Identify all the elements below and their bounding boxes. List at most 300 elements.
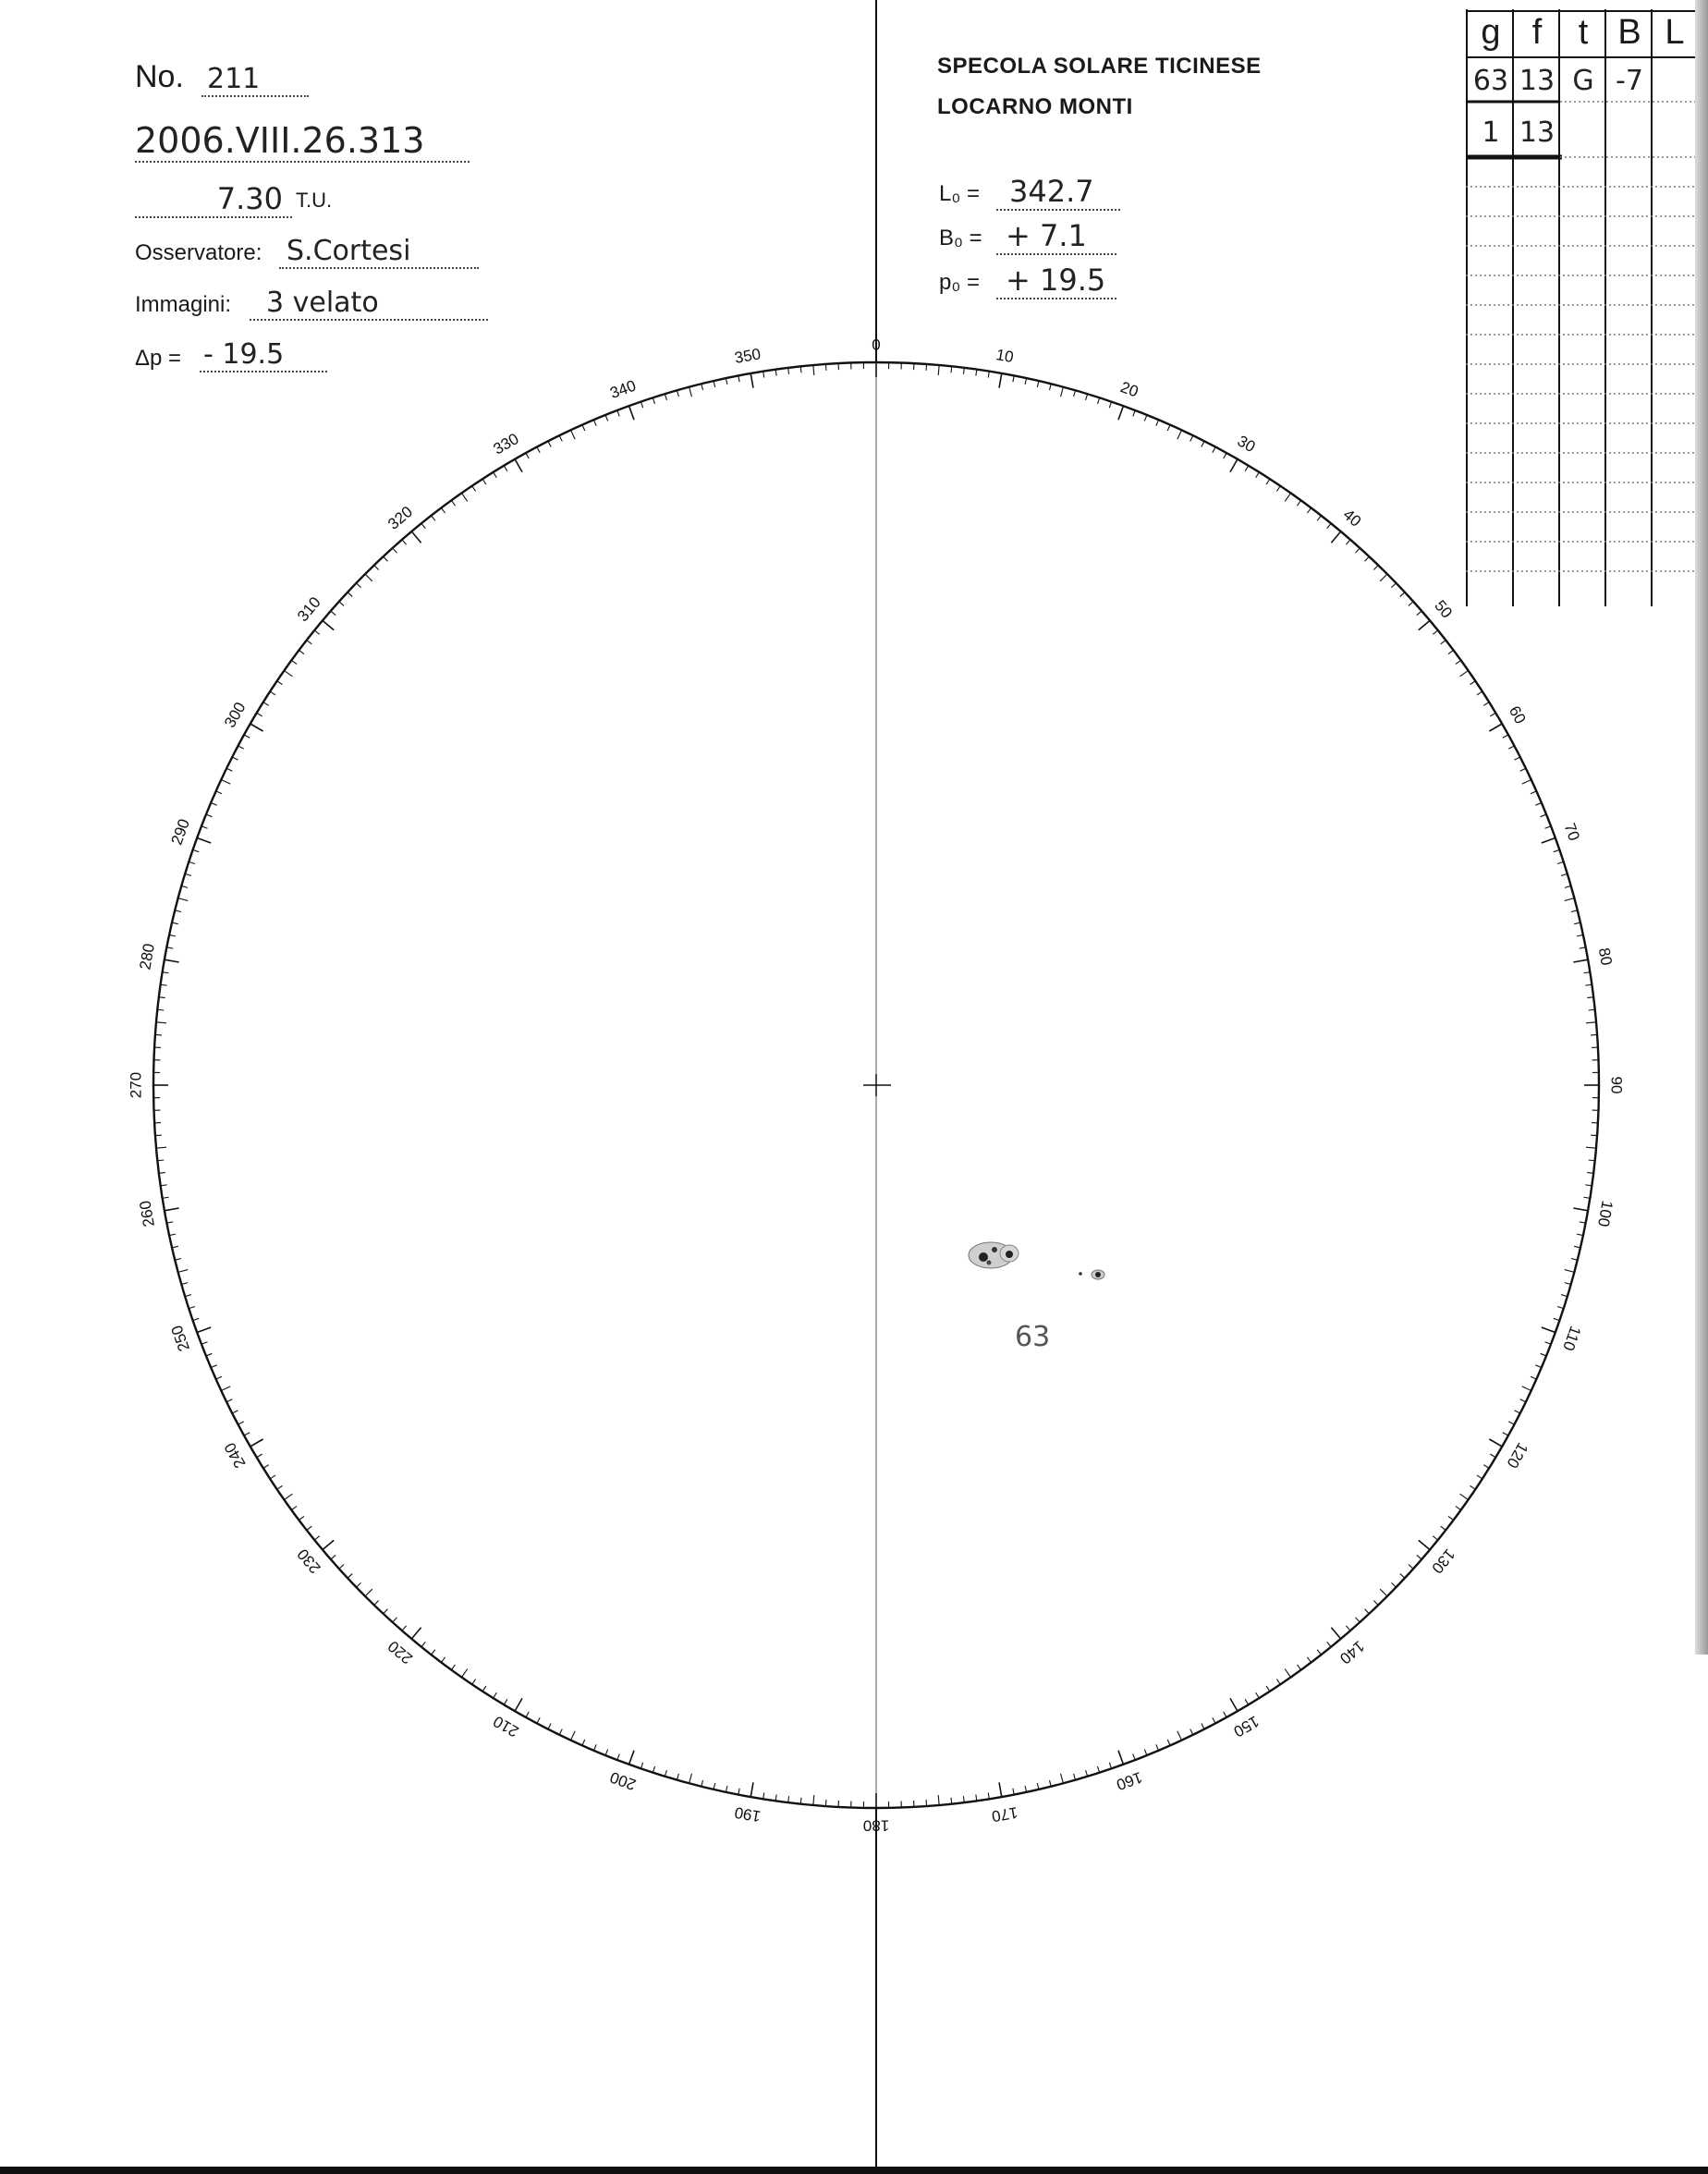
degree-tick (1118, 406, 1123, 420)
degree-tick (1167, 425, 1170, 431)
degree-tick (1545, 1342, 1552, 1345)
po-label: p₀ = (939, 270, 980, 295)
degree-label: 330 (490, 429, 522, 458)
degree-tick (263, 702, 269, 706)
degree-tick (1167, 1740, 1170, 1745)
lo-value: 342.7 (996, 174, 1120, 211)
degree-label: 240 (220, 1439, 250, 1472)
degree-tick (1013, 1789, 1014, 1795)
degree-tick (1086, 1770, 1088, 1777)
degree-tick (365, 574, 372, 581)
degree-tick (504, 1699, 507, 1704)
degree-label: 120 (1503, 1439, 1532, 1472)
degree-tick (504, 466, 507, 471)
degree-tick (1109, 1763, 1111, 1769)
degree-tick (432, 516, 435, 521)
degree-tick (1419, 620, 1430, 629)
degree-tick (1561, 1295, 1568, 1297)
scan-bottom-edge (0, 2167, 1708, 2174)
degree-tick (1331, 1628, 1340, 1639)
degree-tick (291, 1507, 297, 1510)
degree-label: 110 (1559, 1323, 1585, 1353)
sunspot-umbra (1095, 1272, 1101, 1277)
degree-tick (339, 602, 344, 606)
degree-tick (277, 681, 283, 685)
degree-tick (1586, 1022, 1596, 1023)
degree-tick (314, 630, 319, 634)
record-number-label: No. (135, 59, 184, 94)
table-cell: 63 (1472, 65, 1509, 97)
degree-tick (284, 1494, 292, 1499)
degree-tick (617, 410, 620, 417)
degree-tick (201, 826, 208, 829)
degree-tick (1156, 1744, 1159, 1750)
degree-tick (1441, 641, 1446, 644)
degree-tick (1565, 885, 1571, 887)
degree-tick (178, 1270, 189, 1273)
degree-tick (629, 1751, 634, 1765)
degree-tick (384, 556, 388, 561)
degree-tick (1577, 934, 1583, 935)
degree-tick (1433, 630, 1437, 634)
degree-tick (172, 1246, 178, 1248)
degree-label: 40 (1339, 506, 1365, 531)
degree-tick (1256, 1692, 1260, 1698)
degree-tick (211, 802, 216, 805)
degree-tick (1307, 1657, 1311, 1663)
degree-tick (441, 1657, 445, 1663)
degree-tick (402, 1626, 407, 1630)
degree-tick (356, 1582, 360, 1587)
degree-tick (515, 459, 522, 472)
degree-tick (714, 381, 715, 387)
degree-tick (1276, 486, 1280, 492)
degree-tick (1356, 548, 1360, 553)
degree-tick (1307, 507, 1311, 513)
sunspot-pore (1079, 1272, 1082, 1276)
degree-tick (1298, 500, 1301, 506)
degree-tick (156, 1022, 166, 1023)
degree-tick (1565, 1270, 1575, 1273)
degree-tick (1557, 1306, 1564, 1308)
degree-tick (593, 420, 596, 425)
degree-tick (1298, 1665, 1301, 1670)
degree-tick (1515, 1411, 1520, 1413)
degree-tick (1346, 540, 1350, 544)
degree-tick (1419, 1540, 1430, 1549)
degree-tick (1156, 420, 1159, 425)
degree-tick (1356, 1618, 1360, 1622)
bo-label: B₀ = (939, 226, 982, 250)
degree-tick (165, 1208, 179, 1211)
degree-tick (1380, 574, 1387, 581)
degree-tick (257, 713, 262, 716)
degree-tick (1589, 1009, 1595, 1010)
degree-tick (157, 1009, 164, 1010)
table-header-l: L (1665, 13, 1685, 52)
degree-tick (1456, 1507, 1461, 1510)
degree-tick (1508, 1422, 1514, 1424)
degree-tick (1522, 780, 1531, 785)
degree-label: 90 (1607, 1076, 1626, 1094)
degree-tick (938, 365, 939, 375)
degree-label: 350 (733, 345, 762, 367)
degree-tick (677, 1774, 678, 1780)
degree-tick (582, 425, 585, 431)
degree-tick (451, 500, 455, 506)
degree-tick (1074, 390, 1076, 397)
degree-tick (226, 768, 232, 771)
degree-tick (1224, 1712, 1226, 1717)
degree-tick (348, 592, 352, 597)
degree-tick (593, 1744, 596, 1750)
degree-tick (257, 1454, 262, 1458)
degree-tick (299, 650, 304, 653)
degree-tick (1317, 1650, 1321, 1655)
degree-tick (1285, 1669, 1290, 1678)
degree-tick (1346, 1626, 1350, 1630)
degree-tick (1542, 838, 1556, 843)
images-label: Immagini: (135, 292, 232, 317)
degree-tick (411, 1628, 421, 1639)
delta-p-value: - 19.5 (200, 338, 327, 373)
images-value: 3 velato (250, 287, 488, 321)
degree-tick (1417, 611, 1421, 616)
degree-tick (1565, 1283, 1571, 1285)
degree-tick (244, 735, 250, 738)
table-header-b: B (1617, 13, 1641, 52)
degree-tick (1520, 1399, 1526, 1402)
degree-tick (339, 1565, 344, 1569)
degree-label: 30 (1234, 432, 1259, 457)
degree-tick (1097, 1766, 1099, 1773)
degree-tick (216, 1376, 222, 1379)
disk-axes (863, 0, 891, 2174)
degree-tick (1190, 435, 1193, 441)
po-value: + 19.5 (996, 263, 1116, 299)
degree-tick (653, 1766, 654, 1773)
degree-tick (393, 1618, 397, 1622)
degree-tick (1490, 713, 1495, 716)
degree-tick (1177, 430, 1182, 439)
degree-tick (689, 387, 692, 397)
degree-tick (689, 1774, 692, 1784)
degree-tick (461, 493, 467, 501)
degree-tick (1448, 1516, 1454, 1520)
degree-tick (263, 1465, 269, 1469)
degree-tick (738, 1789, 739, 1795)
degree-tick (356, 583, 360, 588)
degree-tick (1256, 472, 1260, 478)
degree-label: 10 (994, 346, 1016, 367)
degree-tick (1213, 447, 1215, 453)
degree-tick (1331, 531, 1340, 543)
degree-tick (526, 1712, 529, 1717)
degree-tick (384, 1609, 388, 1614)
degree-tick (1037, 1783, 1039, 1789)
degree-tick (1202, 1724, 1204, 1729)
observer-name: S.Cortesi (279, 235, 479, 269)
degree-tick (1327, 1642, 1331, 1646)
degree-label: 220 (384, 1637, 417, 1668)
degree-tick (323, 1540, 334, 1549)
degree-tick (1573, 1208, 1588, 1211)
degree-tick (166, 947, 173, 948)
degree-tick (1013, 375, 1014, 382)
degree-tick (1577, 1234, 1583, 1235)
degree-tick (800, 1798, 801, 1804)
degree-tick (1025, 1786, 1026, 1792)
degree-tick (374, 565, 379, 569)
degree-tick (185, 1295, 191, 1297)
degree-tick (1483, 1465, 1489, 1469)
delta-p-label: Δp = (135, 346, 182, 371)
degree-tick (250, 724, 263, 731)
degree-tick (548, 441, 551, 446)
degree-tick (299, 1516, 304, 1520)
degree-tick (813, 1795, 814, 1805)
degree-tick (181, 885, 188, 887)
degree-tick (221, 780, 230, 785)
degree-tick (999, 373, 1002, 388)
degree-tick (1460, 1494, 1469, 1499)
degree-tick (211, 1365, 216, 1368)
degree-tick (640, 402, 642, 409)
degree-tick (1061, 387, 1064, 397)
degree-tick (605, 415, 608, 421)
degree-tick (232, 757, 238, 760)
degree-tick (526, 453, 529, 458)
degree-tick (617, 1754, 620, 1761)
degree-tick (331, 1555, 336, 1559)
degree-label: 160 (1114, 1767, 1145, 1794)
degree-tick (166, 1222, 173, 1223)
degree-tick (1365, 1609, 1370, 1614)
degree-tick (1097, 397, 1099, 404)
degree-tick (461, 1669, 467, 1678)
degree-tick (169, 934, 176, 935)
degree-tick (1589, 1160, 1595, 1161)
degree-tick (172, 922, 178, 924)
degree-tick (1545, 826, 1552, 829)
degree-tick (374, 1600, 379, 1605)
time-unit: T.U. (296, 189, 333, 212)
degree-tick (1483, 702, 1489, 706)
sunspot-group-label: 63 (1015, 1321, 1051, 1353)
degree-label: 340 (607, 376, 639, 403)
degree-tick (1531, 1376, 1536, 1379)
degree-tick (206, 1353, 212, 1356)
degree-tick (494, 1692, 497, 1698)
degree-tick (677, 390, 678, 397)
page-edge-shadow (1695, 0, 1708, 1655)
observer-label: Osservatore: (135, 240, 262, 265)
bo-value: + 7.1 (996, 218, 1116, 255)
table-cell: G (1572, 65, 1594, 97)
degree-label: 140 (1336, 1637, 1368, 1668)
degree-tick (221, 1386, 230, 1391)
degree-tick (1400, 1574, 1405, 1579)
degree-tick (1327, 523, 1331, 528)
degree-tick (1554, 1318, 1560, 1320)
degree-tick (1503, 735, 1508, 738)
degree-tick (1477, 1475, 1482, 1479)
degree-tick (1285, 493, 1290, 501)
degree-tick (1574, 922, 1580, 924)
degree-tick (1561, 873, 1568, 875)
degree-tick (738, 375, 739, 382)
degree-label: 260 (136, 1199, 158, 1228)
degree-label: 230 (293, 1545, 324, 1577)
record-number-value: 211 (201, 63, 309, 97)
degree-tick (1144, 415, 1147, 421)
degree-tick (1391, 1582, 1396, 1587)
degree-label: 0 (872, 336, 881, 354)
degree-tick (169, 1234, 176, 1235)
degree-tick (1074, 1774, 1076, 1780)
degree-tick (348, 1574, 352, 1579)
degree-tick (181, 1283, 188, 1285)
degree-tick (1391, 583, 1396, 588)
degree-tick (197, 1327, 211, 1332)
degree-tick (999, 1782, 1002, 1797)
degree-tick (813, 365, 814, 375)
degree-label: 50 (1431, 596, 1456, 622)
degree-tick (365, 1589, 372, 1596)
degree-tick (1276, 1679, 1280, 1685)
degree-tick (1522, 1386, 1531, 1391)
degree-tick (451, 1665, 455, 1670)
degree-tick (1365, 556, 1370, 561)
degree-tick (800, 366, 801, 373)
degree-label: 60 (1505, 702, 1530, 727)
degree-tick (1118, 1751, 1123, 1765)
degree-tick (421, 1642, 425, 1646)
degree-tick (1456, 660, 1461, 664)
degree-tick (1133, 410, 1136, 417)
degree-tick (1245, 466, 1249, 471)
degree-tick (640, 1763, 642, 1769)
degree-tick (559, 1729, 562, 1735)
degree-tick (653, 397, 654, 404)
degree-tick (1224, 453, 1226, 458)
degree-tick (1557, 861, 1564, 863)
degree-tick (1470, 681, 1476, 685)
degree-tick (559, 435, 562, 441)
degree-tick (393, 548, 397, 553)
degree-tick (1554, 849, 1560, 851)
degree-tick (1409, 1565, 1413, 1569)
degree-tick (1025, 378, 1026, 385)
degree-tick (1531, 791, 1536, 794)
degree-label: 300 (220, 699, 250, 731)
degree-tick (938, 1795, 939, 1805)
degree-tick (1448, 650, 1454, 653)
degree-tick (314, 1536, 319, 1540)
degree-tick (1515, 757, 1520, 760)
degree-tick (1433, 1536, 1437, 1540)
degree-tick (291, 660, 297, 664)
table-header-g: g (1481, 13, 1501, 52)
degree-tick (1470, 1485, 1476, 1489)
sunspot-group (969, 1242, 1104, 1279)
degree-tick (494, 472, 497, 478)
degree-label: 100 (1594, 1199, 1616, 1228)
degree-tick (714, 1783, 715, 1789)
degree-tick (472, 486, 476, 492)
degree-label: 290 (167, 816, 194, 848)
degree-label: 200 (607, 1767, 639, 1794)
degree-tick (1109, 402, 1111, 409)
degree-tick (270, 1475, 275, 1479)
degree-tick (1317, 516, 1321, 521)
degree-tick (1541, 1353, 1546, 1356)
degree-tick (165, 959, 179, 962)
degree-tick (548, 1724, 551, 1729)
degree-tick (1266, 479, 1270, 484)
table-header-t: t (1578, 13, 1589, 52)
degree-tick (1520, 768, 1526, 771)
degree-label: 270 (127, 1071, 145, 1099)
degree-tick (1213, 1717, 1215, 1723)
degree-tick (411, 531, 421, 543)
sunspot-umbra (1006, 1251, 1013, 1258)
table-cell: 13 (1519, 116, 1556, 149)
degree-tick (1489, 724, 1502, 731)
degree-tick (238, 746, 244, 749)
degree-tick (157, 1160, 164, 1161)
degree-tick (537, 447, 540, 453)
degree-tick (1580, 947, 1586, 948)
degree-tick (582, 1740, 585, 1745)
degree-label: 170 (990, 1803, 1019, 1826)
degree-tick (284, 670, 292, 676)
degree-tick (472, 1679, 476, 1685)
sunspot-umbra (979, 1252, 988, 1262)
degree-label: 130 (1428, 1545, 1459, 1577)
degree-tick (1373, 1600, 1378, 1605)
degree-tick (1230, 459, 1238, 472)
degree-tick (1177, 1731, 1182, 1740)
degree-tick (1477, 691, 1482, 695)
degree-label: 190 (733, 1803, 762, 1826)
degree-tick (951, 1798, 952, 1804)
degree-tick (515, 1698, 522, 1711)
degree-tick (1086, 394, 1088, 400)
degree-tick (432, 1650, 435, 1655)
degree-tick (1037, 381, 1039, 387)
degree-tick (250, 1439, 263, 1447)
degree-tick (441, 507, 445, 513)
degree-tick (1230, 1698, 1238, 1711)
degree-label: 250 (167, 1323, 194, 1354)
degree-tick (1580, 1222, 1586, 1223)
degree-tick (629, 406, 634, 420)
degree-label: 20 (1117, 378, 1141, 401)
degree-tick (197, 838, 211, 843)
degree-tick (1460, 670, 1469, 676)
degree-tick (1202, 441, 1204, 446)
degree-tick (1565, 898, 1575, 901)
degree-tick (1144, 1750, 1147, 1755)
degree-tick (331, 611, 336, 616)
degree-tick (178, 898, 189, 901)
degree-label: 80 (1594, 946, 1616, 967)
degree-tick (1490, 1454, 1495, 1458)
degree-label: 310 (293, 593, 324, 626)
degree-tick (1574, 1246, 1580, 1248)
degree-tick (421, 523, 425, 528)
